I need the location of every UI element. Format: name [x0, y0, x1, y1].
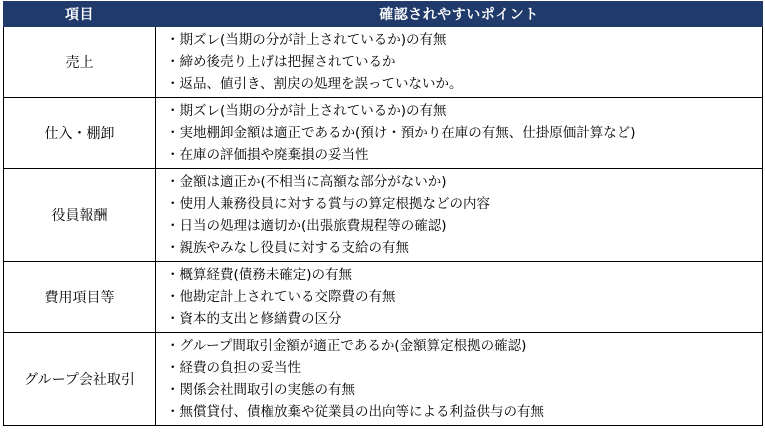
check-point: ・無償貸付、債権放棄や従業員の出向等による利益供与の有無: [166, 404, 544, 420]
check-point: ・期ズレ(当期の分が計上されているか)の有無: [166, 103, 447, 119]
check-point: ・他勘定計上されている交際費の有無: [166, 289, 396, 305]
category-cell: 仕入・棚卸: [4, 98, 156, 169]
category-cell: 売上: [4, 27, 156, 98]
table-row-executive-compensation: [4, 169, 763, 262]
points-cell: [156, 98, 763, 169]
check-point: ・資本的支出と修繕費の区分: [166, 311, 342, 327]
audit-points-table-container: [3, 1, 762, 426]
column-header-item: 項目: [4, 2, 156, 27]
category-cell: 役員報酬: [4, 169, 156, 262]
points-cell: [156, 262, 763, 333]
check-point: ・経費の負担の妥当性: [166, 360, 301, 376]
table-row-group-transactions: [4, 333, 763, 426]
check-point: ・期ズレ(当期の分が計上されているか)の有無: [166, 32, 447, 48]
check-point: ・親族やみなし役員に対する支給の有無: [166, 240, 409, 256]
points-cell: [156, 27, 763, 98]
category-cell: グループ会社取引: [4, 333, 156, 426]
table-row-expense-items: [4, 262, 763, 333]
category-cell: 費用項目等: [4, 262, 156, 333]
table-row-purchasing-inventory: [4, 98, 763, 169]
points-cell: [156, 333, 763, 426]
check-point: ・金額は適正か(不相当に高額な部分がないか): [166, 174, 447, 190]
check-point: ・実地棚卸金額は適正であるか(預け・預かり在庫の有無、仕掛原価計算など): [166, 125, 636, 141]
check-point: ・概算経費(債務未確定)の有無: [166, 267, 353, 283]
check-point: ・使用人兼務役員に対する賞与の算定根拠などの内容: [166, 196, 490, 212]
check-point: ・返品、値引き、割戻の処理を誤っていないか。: [166, 76, 463, 92]
check-point: ・在庫の評価損や廃棄損の妥当性: [166, 147, 369, 163]
audit-points-table: [3, 1, 763, 426]
column-header-points: 確認されやすいポイント: [156, 2, 763, 27]
check-point: ・締め後売り上げは把握されているか: [166, 54, 396, 70]
table-header-row: [4, 2, 763, 27]
check-point: ・日当の処理は適切か(出張旅費規程等の確認): [166, 218, 447, 234]
check-point: ・グループ間取引金額が適正であるか(金額算定根拠の確認): [166, 338, 527, 354]
check-point: ・関係会社間取引の実態の有無: [166, 382, 355, 398]
points-cell: [156, 169, 763, 262]
table-row-sales: [4, 27, 763, 98]
